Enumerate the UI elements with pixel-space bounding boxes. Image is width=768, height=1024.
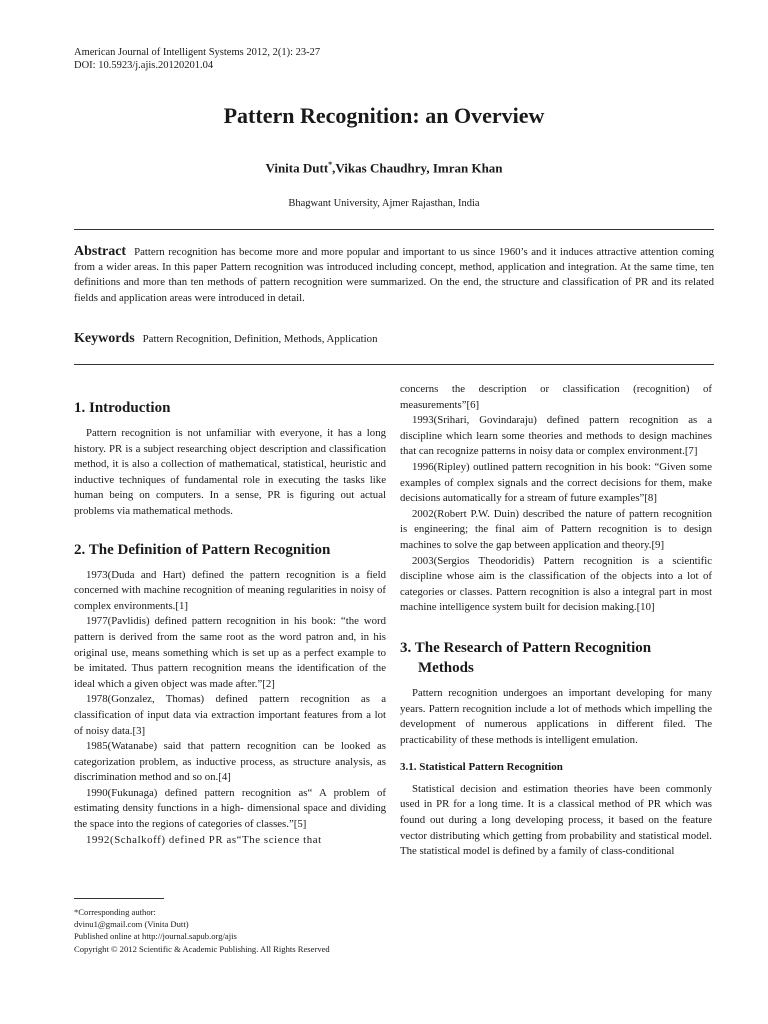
paragraph-1977: 1977(Pavlidis) defined pattern recognition in his book: “the word pattern is derived from the same root as the word patron and, in his original use, means something which is set up as a perfect example to be imitated. Thus pattern recognition means the identification of the ideal which a given object was made after.”[2] — [74, 615, 386, 690]
paragraph-1985: 1985(Watanabe) said that pattern recognition can be looked as categorization problem, as inductive process, as structure analysis, as discrimination method and so on.[4] — [74, 740, 386, 784]
corresponding-mark: * — [328, 160, 333, 169]
paper-title: Pattern Recognition: an Overview — [223, 103, 545, 128]
paragraph-1978: 1978(Gonzalez, Thomas) defined pattern recognition as a classification of input data via extraction important features from a lot of noisy data.[3] — [74, 693, 386, 737]
footnote-divider — [74, 898, 164, 899]
section-2-heading: 2. The Definition of Pattern Recognition — [74, 541, 331, 558]
journal-line: American Journal of Intelligent Systems 2012, 2(1): 23-27 — [74, 47, 321, 58]
paragraph-1973: 1973(Duda and Hart) defined the pattern recognition is a field concerned with machine recognition of meaning regularities in noisy of complex environments.[1] — [74, 568, 386, 612]
keywords-text: Pattern Recognition, Definition, Methods, Application — [142, 333, 378, 345]
section-3-1-paragraph: Statistical decision and estimation theories have been commonly used in PR for a long time. It is a classical method of PR which was found out during a long developing process, it based on the feature vector distributing which getting from probability and statistical model. The statistical model is defined by a family of class-conditional — [400, 782, 712, 858]
footnote-published: Published online at http://journal.sapub.org/ajis — [74, 931, 237, 942]
section-1-heading: 1. Introduction — [74, 400, 171, 416]
abstract — [74, 244, 714, 306]
author-first: Vinita Dutt — [265, 160, 329, 176]
journal-citation — [74, 46, 320, 72]
left-column — [74, 398, 386, 848]
paragraph-2003: 2003(Sergios Theodoridis) Pattern recognition is a scientific discipline whose aim is the classification of the objects into a lot of categories or classes. Pattern recognition is also a integral part in most machine intelligence system built for decision making.[10] — [400, 554, 712, 614]
paragraph-1990: 1990(Fukunaga) defined pattern recognition as“ A problem of estimating density functions in a high- dimensional space and dividing the space into the regions of categories of classes.”[5] — [74, 786, 386, 831]
affiliation: Bhagwant University, Ajmer Rajasthan, India — [288, 198, 480, 209]
footnote-corresponding: *Corresponding author: — [74, 907, 156, 917]
paragraph-1996: 1996(Ripley) outlined pattern recognition in his book: “Given some examples of complex signals and the correct decisions for them, make decisions automatically for a stream of future examples”[8] — [400, 460, 712, 505]
divider-top — [74, 229, 714, 230]
section-1-paragraph: Pattern recognition is not unfamiliar with everyone, it has a long history. PR is a subject researching object description and classification method, it is also a collection of mathematical, statistical, heuristic and inductive techniques of fundamental role in executing the tasks like human being on computers. In a sense, PR is figuring out actual problems via mathematical methods. — [74, 427, 386, 517]
footnote-email: dvinu1@gmail.com (Vinita Dutt) — [74, 919, 189, 930]
section-3-heading-line2: Methods — [418, 659, 474, 676]
section-3-paragraph: Pattern recognition undergoes an important developing for many years. Pattern recognition include a lot of methods which impelling the development of numerous applications in different filed. The practicability of these methods is intelligent emulation. — [400, 686, 712, 746]
right-column — [400, 382, 712, 860]
paragraph-continued: concerns the description or classification (recognition) of measurements”[6] — [400, 383, 712, 411]
section-3-heading-line1: 3. The Research of Pattern Recognition — [400, 639, 652, 656]
paragraph-1992: 1992(Schalkoff) defined PR as“The science that — [86, 833, 322, 846]
abstract-heading: Abstract — [74, 244, 127, 259]
footnote-copyright: Copyright © 2012 Scientific & Academic Publishing. All Rights Reserved — [74, 943, 330, 954]
section-3-heading — [400, 638, 712, 678]
abstract-text: Pattern recognition has become more and more popular and important to us since 1960’s and it induces attractive attention coming from a wider areas. In this paper Pattern recognition was introduced including concept, method, application and integration. At the same time, ten definitions and more than ten methods of pattern recognition were summarized. On the end, the structure and classification of PR and its related fields and application areas were introduced in detail. — [74, 246, 714, 304]
paragraph-1993: 1993(Srihari, Govindaraju) defined pattern recognition as a discipline which learn some theories and methods to design machines that can recognize patterns in noisy data or complex environment.[7] — [400, 414, 712, 458]
keywords — [74, 331, 714, 347]
author-list — [0, 160, 768, 176]
paragraph-2002: 2002(Robert P.W. Duin) described the nature of pattern recognition is engineering; the final aim of Pattern recognition is to design machines to solve the gap between application and theory.[9] — [400, 507, 712, 551]
doi-line: DOI: 10.5923/j.ajis.20120201.04 — [74, 60, 214, 71]
footnote — [74, 906, 386, 955]
divider-bottom — [74, 364, 714, 365]
keywords-heading: Keywords — [74, 331, 135, 346]
author-rest: ,Vikas Chaudhry, Imran Khan — [332, 160, 503, 176]
section-3-1-heading: 3.1. Statistical Pattern Recognition — [400, 761, 563, 774]
